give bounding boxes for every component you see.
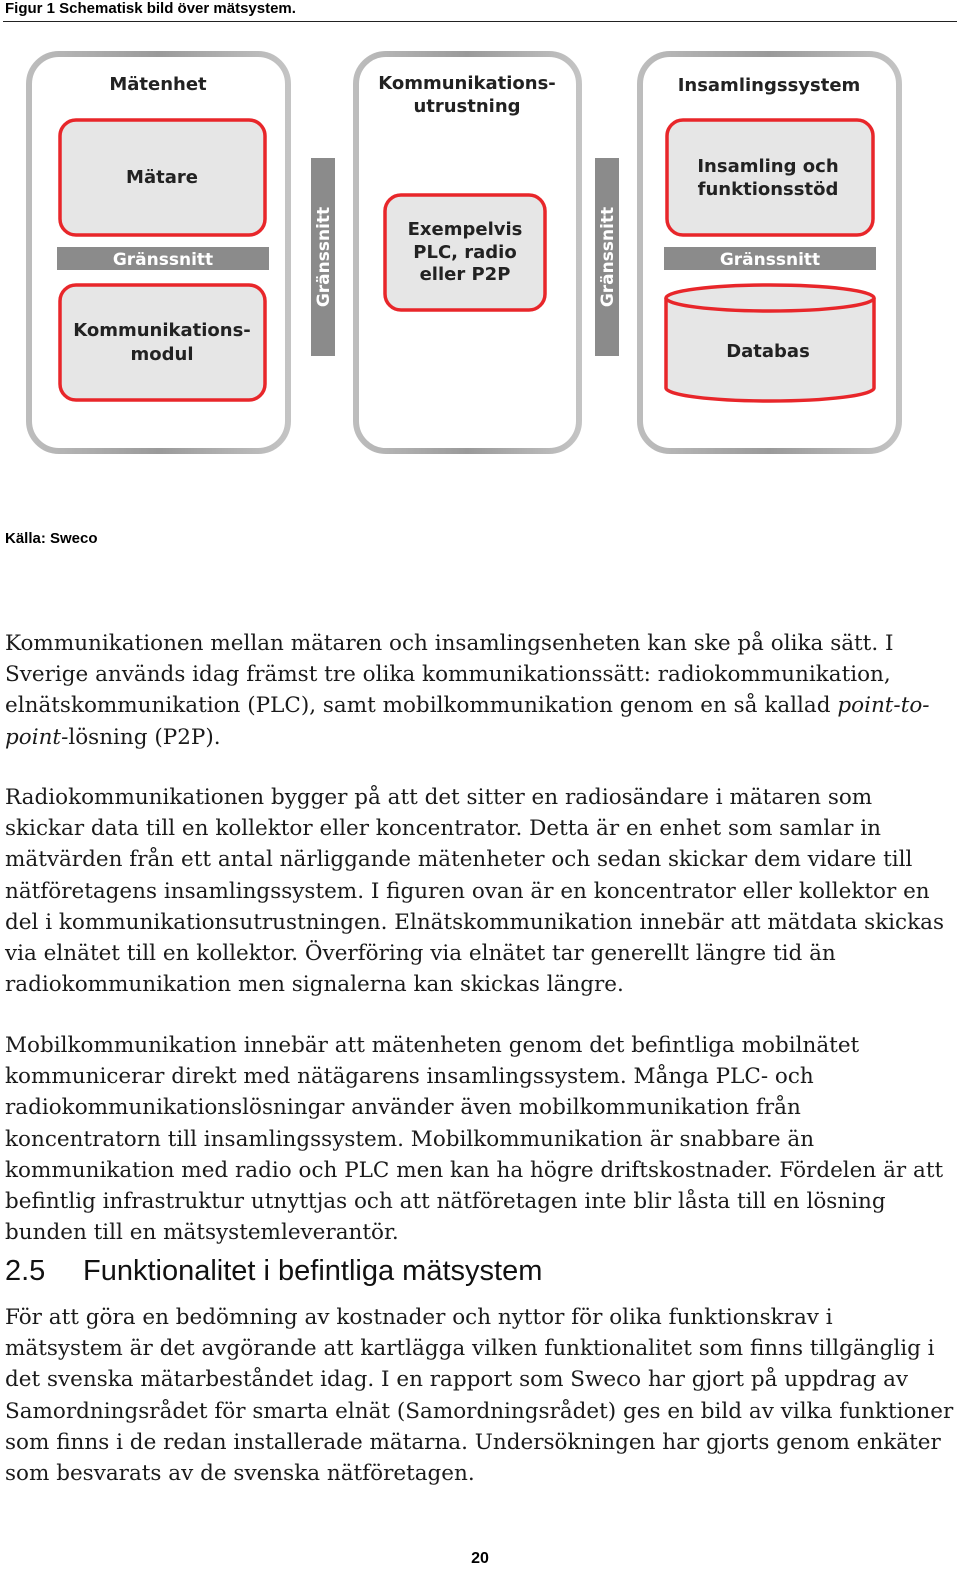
paragraph-1-tail: lösning (P2P).: [68, 724, 221, 750]
panel-kommunikation-title-line2: utrustning: [413, 96, 521, 117]
interface-label-2: Gränssnitt: [719, 250, 821, 270]
section-heading: [5, 1255, 542, 1288]
section-title: Funktionalitet i befintliga mätsystem: [83, 1255, 543, 1287]
panel-insamlingssystem: [640, 54, 899, 451]
insamling-label-line1: Insamling och: [697, 156, 839, 177]
exempelvis-line2: PLC, radio: [413, 242, 517, 263]
exempelvis-line1: Exempelvis: [407, 219, 523, 240]
panel-kommunikationsutrustning: [356, 54, 579, 451]
insamling-label-line2: funktionsstöd: [697, 179, 839, 200]
paragraph-3: Mobilkommunikation innebär att mätenheten genom det befintliga mobilnätet kommunicerar direkt med nätägarens insamlingssystem. Många PLC- och radiokommunikationslösningar använder även mobilkommunikation från koncentratorn till insamlingssystem. Mobilkommunikation är snabbare än kommunikation med radio och PLC men kan ha högre driftskostnader. Fördelen är att befintlig infrastruktur utnyttjas och att nätföretagen inte blir låsta till en lösning bunden till en mätsystemleverantör.: [5, 1033, 944, 1246]
panel-insamlingssystem-title: Insamlingssystem: [677, 75, 861, 96]
figure-source: Källa: Sweco: [5, 530, 98, 547]
paragraph-1: [5, 628, 955, 753]
vertical-interface-1-label: Gränssnitt: [314, 206, 334, 308]
paragraph-1-term: point-to-point-: [5, 693, 930, 750]
interface-label-1: Gränssnitt: [112, 250, 214, 270]
vertical-interface-2-label: Gränssnitt: [598, 206, 618, 308]
insamling-box: [667, 120, 873, 235]
exempelvis-line3: eller P2P: [419, 264, 511, 285]
vertical-interface-2: [595, 158, 619, 356]
kommunikationsmodul-label-line1: Kommunikations-: [73, 320, 251, 341]
figure-caption: Figur 1 Schematisk bild över mätsystem.: [5, 0, 296, 17]
kommunikationsmodul-label-line2: modul: [130, 344, 194, 365]
paragraph-1-text: Kommunikationen mellan mätaren och insamlingsenheten kan ske på olika sätt. I Sverige används idag främst tre olika kommunikationssätt: radiokommunikation, elnätskommunikation (PLC), samt mobilkommunikation genom en så kallad: [5, 631, 894, 719]
paragraph-2: Radiokommunikationen bygger på att det sitter en radiosändare i mätaren som skickar data till en kollektor eller koncentrator. Detta är en enhet som samlar in mätvärden från ett antal närliggande mätenheter och sedan skickar dem vidare till nätföretagens insamlingssystem. I figuren ovan är en koncentrator eller kollektor en del i kommunikationsutrustningen. Elnätskommunikation innebär att mätdata skickas via elnätet till en kollektor. Överföring via elnätet tar generellt längre tid än radiokommunikation men signalerna kan skickas längre.: [5, 785, 944, 998]
panel-matenhet: [29, 54, 288, 451]
kommunikationsmodul-box: [60, 285, 265, 400]
page-number: 20: [471, 1550, 489, 1567]
database-label: Databas: [726, 341, 810, 362]
vertical-interface-1: [311, 158, 335, 356]
matare-label: Mätare: [126, 167, 198, 188]
panel-kommunikation-title-line1: Kommunikations-: [378, 73, 556, 94]
paragraph-4: För att göra en bedömning av kostnader och nyttor för olika funktionskrav i mätsystem är det avgörande att kartlägga vilken funktionalitet som finns tillgänglig i det svenska mätarbeståndet idag. I en rapport som Sweco har gjort på uppdrag av Samordningsrådet för smarta elnät (Samordningsrådet) ges en bild av vilka funktioner som finns i de redan installerade mätarna. Undersökningen har gjorts genom enkäter som besvarats av de svenska nätföretagen.: [5, 1305, 954, 1487]
measurement-system-diagram: [0, 40, 960, 470]
section-number: 2.5: [5, 1255, 46, 1287]
panel-matenhet-title: Mätenhet: [109, 74, 207, 95]
caption-divider: [3, 21, 957, 22]
